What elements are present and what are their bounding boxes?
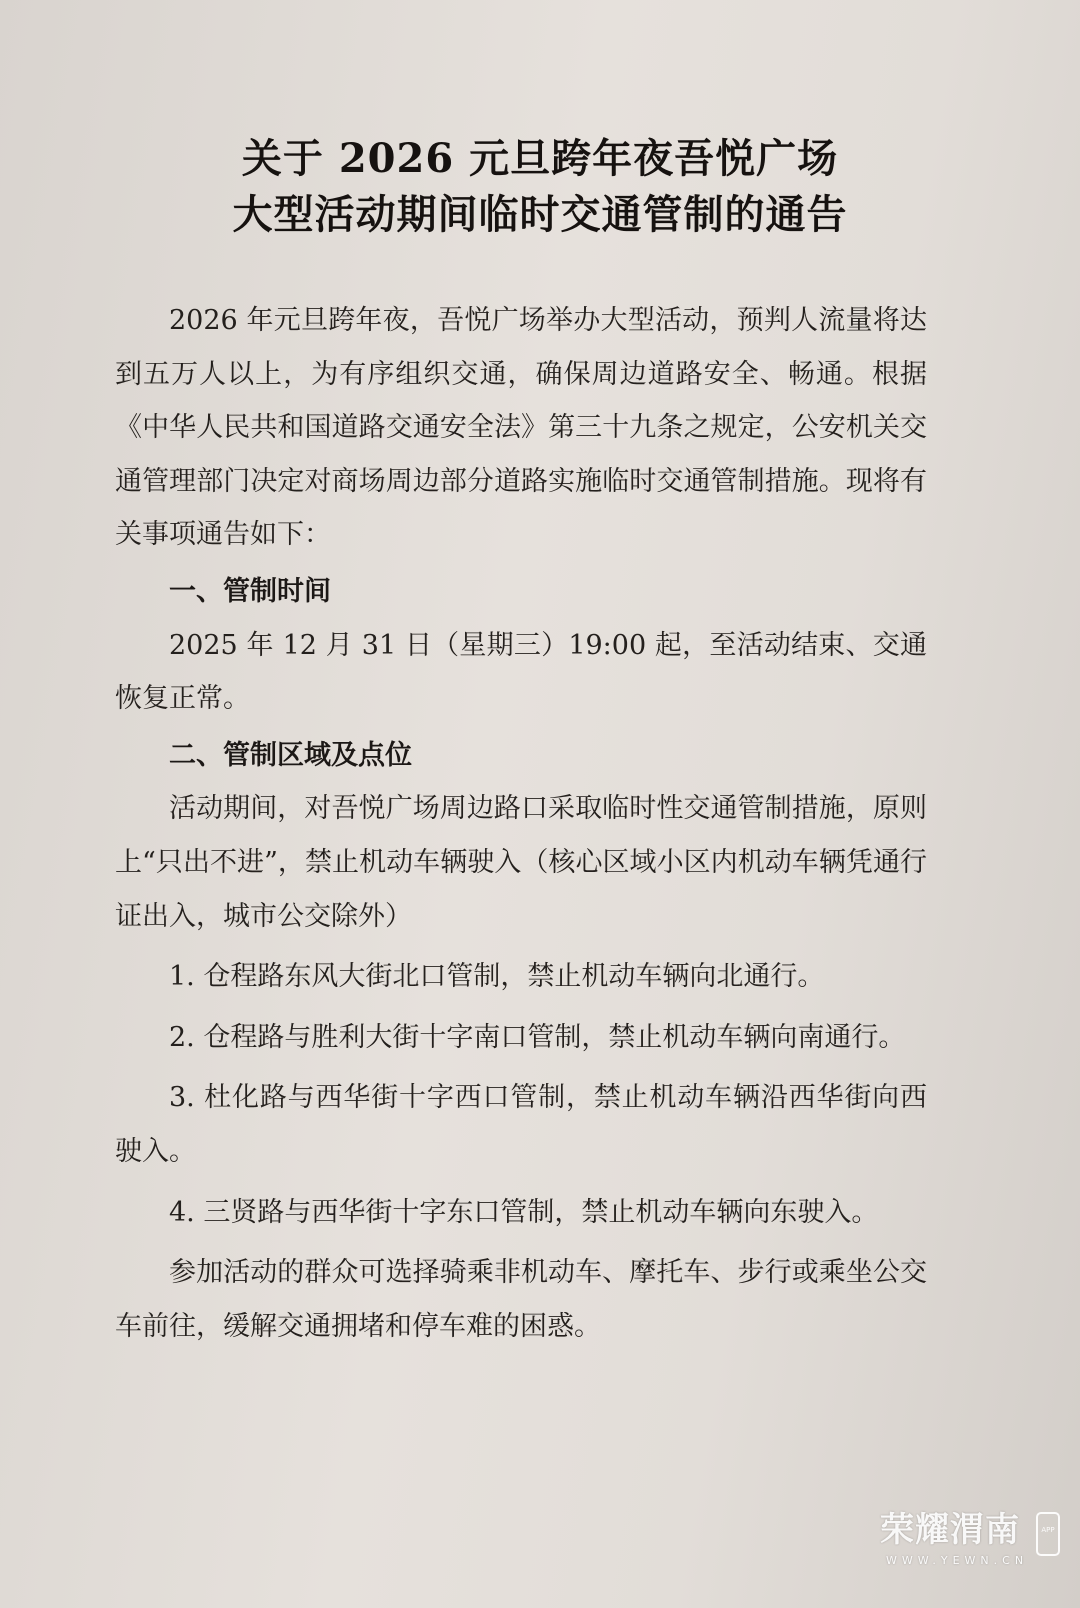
section-heading-area: 二、管制区域及点位	[169, 739, 412, 771]
control-point-item-4: 4. 三贤路与西华街十字东口管制，禁止机动车辆向东驶入。	[169, 1196, 879, 1228]
control-point-item-2: 2. 仓程路与胜利大街十字南口管制，禁止机动车辆向南通行。	[169, 1021, 906, 1053]
notice-title-line2: 大型活动期间临时交通管制的通告	[232, 191, 848, 238]
app-badge: APP	[1041, 1526, 1055, 1534]
control-point-item-3: 3. 杜化路与西华街十字西口管制，禁止机动车辆沿西华街向西驶入。	[115, 1082, 927, 1167]
section-time-text: 2025 年 12 月 31 日（星期三）19:00 起，至活动结束、交通恢复正常。	[115, 629, 927, 715]
intro-paragraph: 2026 年元旦跨年夜，吾悦广场举办大型活动，预判人流量将达到五万人以上，为有序组织交通，确保周边道路安全、畅通。根据《中华人民共和国道路交通安全法》第三十九条之规定，公安机关交通管理部门决定对商场周边部分道路实施临时交通管制措施。现将有关事项通告如下：	[115, 305, 927, 551]
section-heading-time: 一、管制时间	[169, 575, 331, 607]
section-area-text: 活动期间，对吾悦广场周边路口采取临时性交通管制措施，原则上“只出不进”，禁止机动车辆驶入（核心区域小区内机动车辆凭通行证出入，城市公交除外）	[115, 793, 927, 932]
control-point-item-1: 1. 仓程路东风大街北口管制，禁止机动车辆向北通行。	[169, 961, 825, 993]
watermark-brand: 荣耀渭南	[880, 1510, 1020, 1550]
notice-body	[115, 294, 927, 1353]
closing-paragraph: 参加活动的群众可选择骑乘非机动车、摩托车、步行或乘坐公交车前往，缓解交通拥堵和停车难的困惑。	[115, 1257, 927, 1342]
watermark-url: WWW.YEWN.CN	[886, 1554, 1029, 1567]
notice-title-line1: 关于 2026 元旦跨年夜吾悦广场	[241, 135, 839, 182]
phone-icon	[1036, 1512, 1060, 1556]
watermark-logo	[880, 1510, 1070, 1590]
